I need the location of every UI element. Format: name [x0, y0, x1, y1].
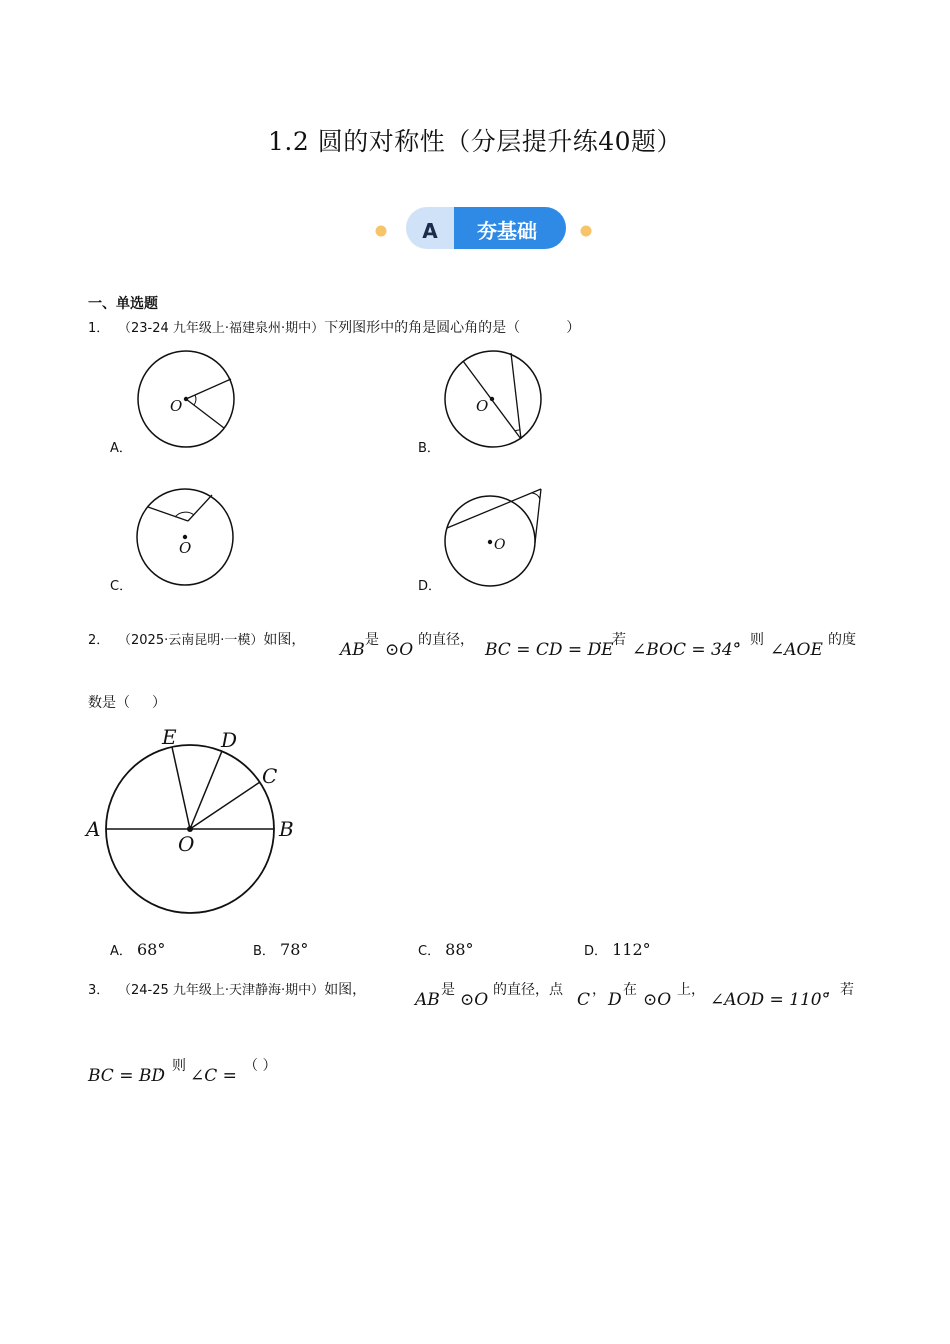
q2-angle-aoe: [770, 640, 823, 660]
q3-circle-o2: [643, 990, 671, 1010]
math-arcs: BC = CD = DE: [485, 640, 614, 660]
label-o: O: [178, 832, 195, 856]
label-a: A: [86, 817, 101, 841]
q3-segment-ab: [415, 990, 440, 1010]
math-circle: ⊙O: [643, 990, 672, 1010]
option-label: B．: [253, 944, 275, 959]
q3-text-diameter: 的直径，点: [493, 982, 563, 998]
option-value: 112°: [612, 940, 651, 959]
q2-option-a[interactable]: [110, 940, 165, 959]
option-value: 78°: [280, 940, 309, 959]
q2-option-d[interactable]: [584, 940, 651, 959]
math-circle: ⊙O: [460, 990, 489, 1010]
label-c: C: [262, 764, 278, 788]
option-c-figure[interactable]: [130, 485, 240, 590]
q3-text-shang: 上，: [677, 982, 705, 998]
math-angle-c: ∠C =: [190, 1066, 237, 1086]
math-ab: AB: [415, 990, 440, 1010]
question-number: 1．: [88, 321, 110, 336]
q2-segment-ab: [340, 640, 365, 660]
answer-paren: （ ）: [244, 1058, 277, 1074]
question-text: 下列图形中的角是圆心角的是（: [324, 320, 521, 336]
question-2-figure: [80, 720, 310, 920]
math-d: D: [608, 990, 622, 1010]
option-a-figure[interactable]: [130, 345, 240, 455]
q2-arcs: [485, 640, 614, 660]
question-source: （24-25 九年级上·天津静海·期中）: [118, 983, 325, 998]
math-angle-aoe: ∠AOE: [770, 640, 823, 660]
q2-option-b[interactable]: [253, 940, 308, 959]
answer-paren-close: ）: [152, 695, 166, 711]
question-3-stem: [88, 980, 366, 1001]
center-label: O: [170, 397, 183, 415]
option-value: 88°: [445, 940, 474, 959]
question-text: 如图，: [324, 982, 367, 998]
option-d-label: D．: [418, 579, 442, 594]
q2-circle-o: [385, 640, 413, 660]
option-a-label: A．: [110, 441, 132, 456]
q2-angle-boc: [632, 640, 741, 660]
label-b: B: [279, 817, 294, 841]
q2-text-diameter: 的直径，: [418, 632, 474, 648]
math-ab: AB: [340, 640, 365, 660]
q3-text-ruo: ．若: [826, 982, 854, 998]
question-source: （23-24 九年级上·福建泉州·期中）: [118, 321, 325, 336]
q3-point-d: [608, 990, 622, 1010]
q3-angle-c: [190, 1066, 237, 1086]
question-number: 2．: [88, 633, 110, 648]
page-title: 1.2 圆的对称性（分层提升练40题）: [267, 127, 683, 156]
section-heading: 一、单选题: [88, 296, 158, 312]
q2-text-shi: 是: [365, 632, 379, 648]
option-value: 68°: [137, 940, 166, 959]
banner-label: 夯基础: [477, 219, 537, 243]
q3-circle-o: [460, 990, 488, 1010]
q2-text-ze: ，则: [736, 632, 764, 648]
q3-point-c: [577, 990, 590, 1010]
question-text: 如图，: [263, 632, 306, 648]
center-label: O: [476, 397, 489, 415]
option-label: D．: [584, 944, 608, 959]
question-text: 数是（: [88, 695, 130, 711]
answer-paren-close: ）: [566, 320, 581, 336]
level-banner: [290, 200, 680, 260]
q3-text-zai: 在: [623, 982, 637, 998]
center-label: O: [179, 539, 192, 557]
option-label: A．: [110, 944, 132, 959]
math-c: C: [577, 990, 591, 1010]
question-1-stem: [88, 318, 580, 339]
option-b-label: B．: [418, 441, 440, 456]
label-e: E: [162, 725, 177, 749]
q3-text-comma: ，: [592, 982, 606, 998]
math-angle-boc: ∠BOC = 34°: [632, 640, 742, 660]
q2-option-c[interactable]: [418, 940, 474, 959]
math-circle: ⊙O: [385, 640, 414, 660]
q3-text-ze: ，则: [158, 1058, 186, 1074]
question-number: 3．: [88, 983, 110, 998]
option-label: C．: [418, 944, 441, 959]
option-c-label: C．: [110, 579, 133, 594]
center-label: O: [494, 537, 506, 553]
q3-angle-aod: [710, 990, 830, 1010]
option-d-figure[interactable]: [440, 485, 555, 590]
math-arcs: BC = BD: [88, 1066, 165, 1086]
option-b-figure[interactable]: [435, 345, 550, 455]
q2-line-2: [88, 693, 166, 713]
question-source: （2025·云南昆明·一模）: [118, 633, 264, 648]
q3-text-shi: 是: [441, 982, 455, 998]
q2-text-du: 的度: [828, 632, 856, 648]
q2-text-ruo: ．若: [598, 632, 626, 648]
math-angle-aod: ∠AOD = 110°: [710, 990, 831, 1010]
banner-letter: A: [422, 219, 438, 243]
q3-arcs: [88, 1066, 165, 1086]
label-d: D: [221, 728, 238, 752]
